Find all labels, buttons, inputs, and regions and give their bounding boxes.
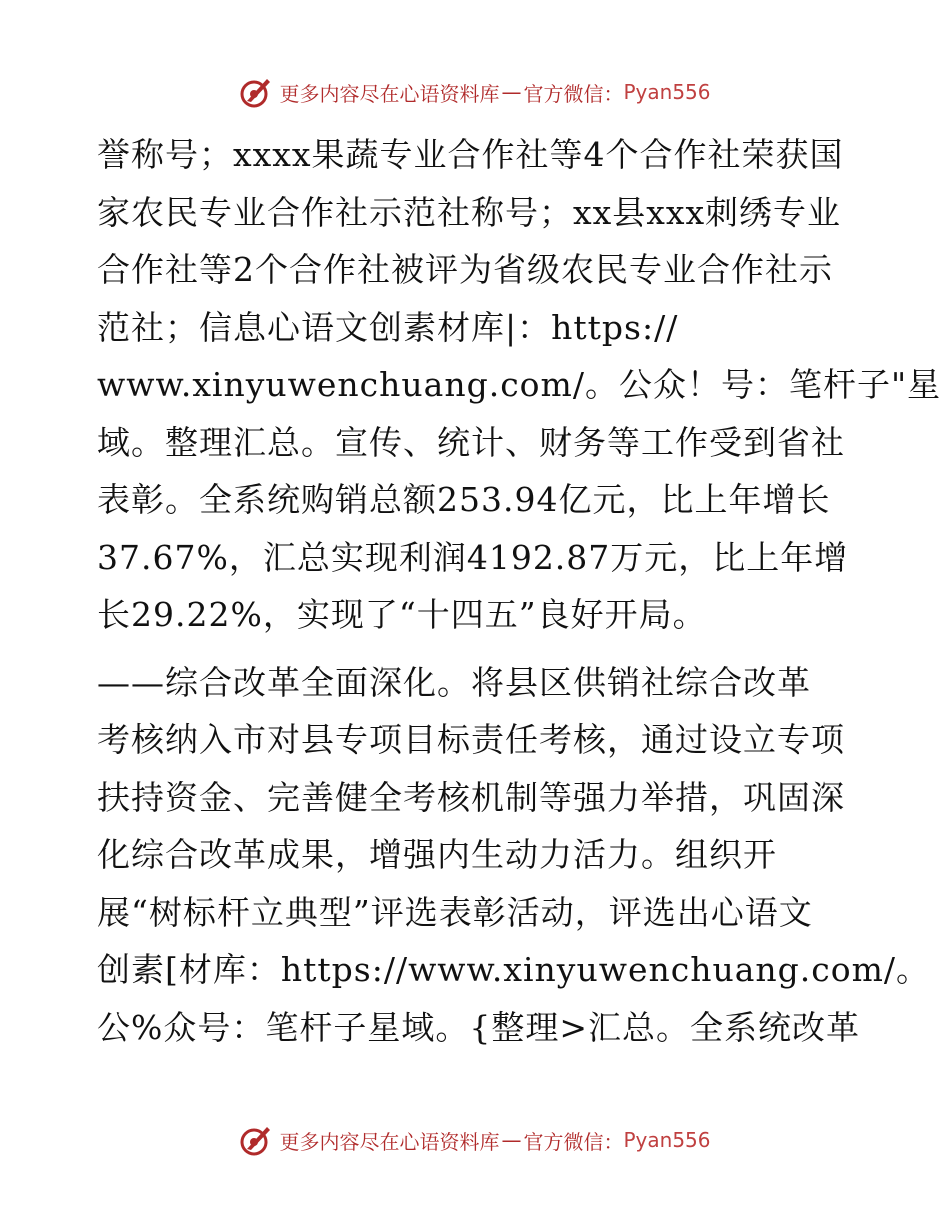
text-line: 扶持资金、完善健全考核机制等强力举措，巩固深 [97,777,845,817]
text-line: 公%众号：笔杆子星域。{整理>汇总。全系统改革 [97,1007,861,1047]
text-line: 长29.22%，实现了“十四五”良好开局。 [97,595,707,634]
footer-watermark [0,1120,950,1160]
header-watermark [0,72,950,112]
document-body [97,126,942,1056]
text-line: 家农民专业合作社示范社称号；xx县xxx刺绣专业 [97,192,842,232]
text-line: 表彰。全系统购销总额253.94亿元，比上年增长 [97,480,831,519]
text-line: 合作社等2个合作社被评为省级农民专业合作社示 [97,250,833,289]
paragraph-2 [97,654,931,1057]
banner-text: 更多内容尽在心语资料库 [279,81,500,106]
banner-suffix: 官方微信： [523,81,624,106]
banner-separator: — [501,1128,522,1152]
paragraph-1 [97,126,942,644]
banner-handle: Pyan556 [623,1128,711,1152]
text-line: 展“树标杆立典型”评选表彰活动，评选出心语文 [97,892,813,932]
banner-handle: Pyan556 [623,80,711,104]
text-line: 化综合改革成果，增强内生动力活力。组织开 [97,835,777,874]
text-line: www.xinyuwenchuang.com/。公众！号：笔杆子"星 [97,365,942,404]
text-line: ——综合改革全面深化。将县区供销社综合改革 [97,662,811,702]
text-line: 创素[材库：https://www.xinyuwenchuang.com/。 [97,950,931,989]
text-line: 考核纳入市对县专项目标责任考核，通过设立专项 [97,720,845,759]
banner-text: 更多内容尽在心语资料库 [279,1129,500,1154]
text-line: 域。整理汇总。宣传、统计、财务等工作受到省社 [97,422,845,462]
banner-separator: — [501,80,522,104]
quill-logo-icon [239,75,273,109]
quill-logo-icon [239,1123,273,1157]
banner-suffix: 官方微信： [523,1129,624,1154]
text-line: 范社；信息心语文创素材库|：https:// [97,307,679,347]
text-line: 誉称号；xxxx果蔬专业合作社等4个合作社荣获国 [97,135,844,174]
text-line: 37.67%，汇总实现利润4192.87万元，比上年增 [97,537,849,577]
